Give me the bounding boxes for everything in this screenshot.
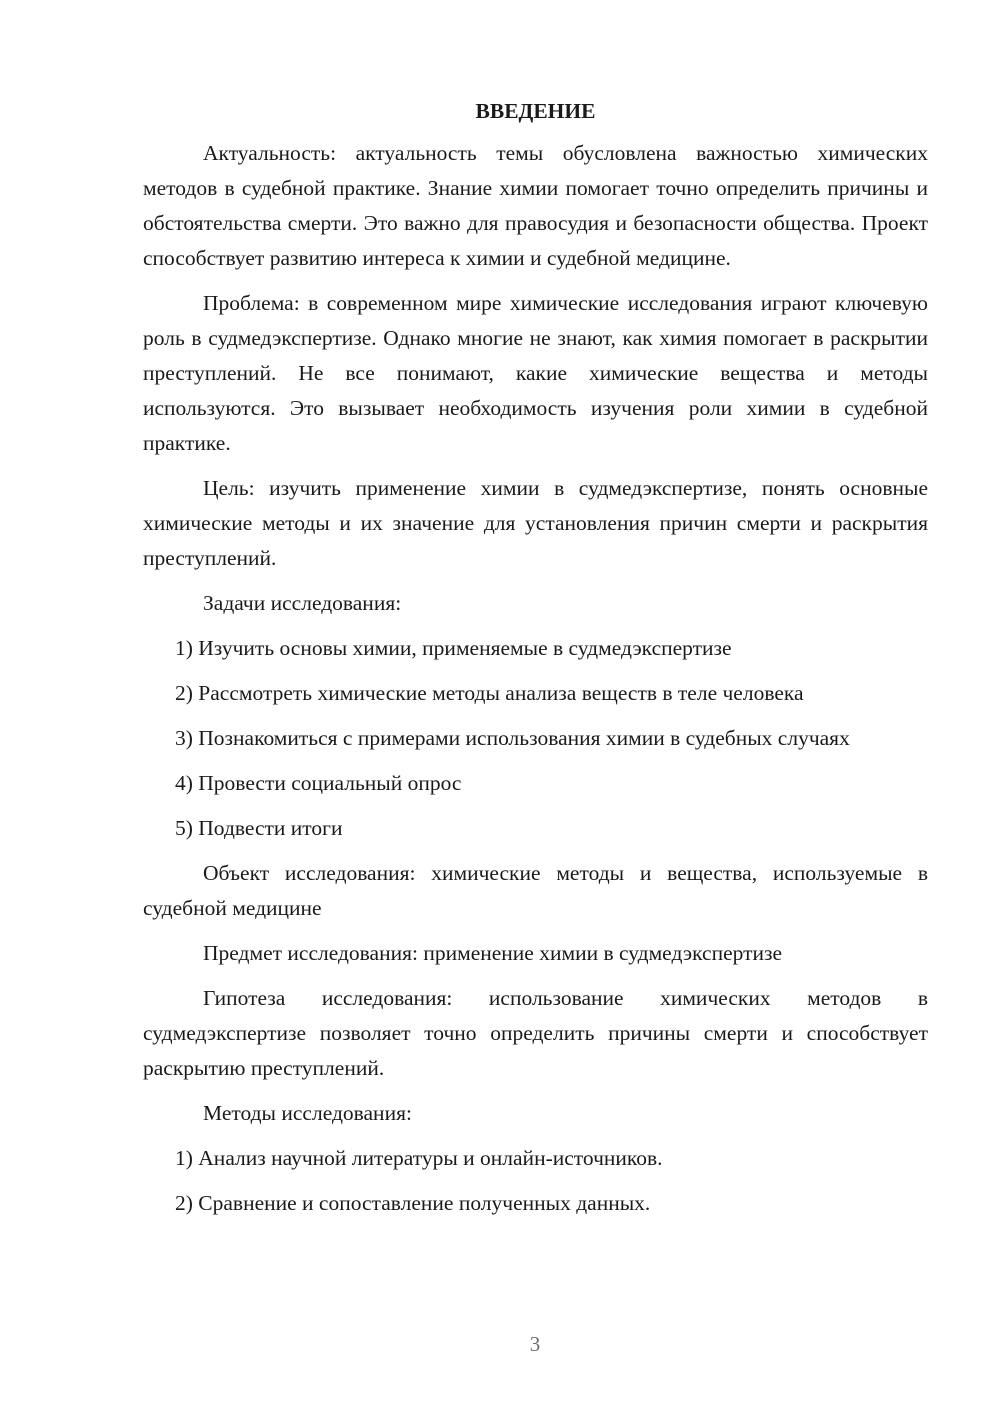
relevance-paragraph: Актуальность: актуальность темы обусловлена важностью химических методов в судебной практике. Знание химии помогает точно определить причины и обстоятельства смерти. Это важно для правосудия и безопасности общества. Проект способствует развитию интереса к химии и судебной медицине. — [143, 141, 928, 270]
section-title: ВВЕДЕНИЕ — [475, 99, 596, 123]
page-number: 3 — [529, 1332, 541, 1356]
tasks-heading: Задачи исследования: — [203, 591, 402, 615]
object-paragraph: Объект исследования: химические методы и вещества, используемые в судебной медицине — [143, 861, 928, 920]
goal-paragraph: Цель: изучить применение химии в судмедэкспертизе, понять основные химические методы и их значение для установления причин смерти и раскрытия преступлений. — [143, 476, 928, 570]
methods-heading: Методы исследования: — [203, 1101, 412, 1125]
method-item: 1) Анализ научной литературы и онлайн-источников. — [175, 1146, 663, 1170]
method-item: 2) Сравнение и сопоставление полученных данных. — [175, 1191, 651, 1215]
hypothesis-paragraph: Гипотеза исследования: использование химических методов в судмедэкспертизе позволяет точно определить причины смерти и способствует раскрытию преступлений. — [143, 986, 928, 1080]
task-item: 3) Познакомиться с примерами использования химии в судебных случаях — [175, 726, 850, 750]
subject-paragraph: Предмет исследования: применение химии в судмедэкспертизе — [203, 941, 783, 965]
problem-paragraph: Проблема: в современном мире химические исследования играют ключевую роль в судмедэкспертизе. Однако многие не знают, как химия помогает в раскрытии преступлений. Не все понимают, какие химические вещества и методы используются. Это вызывает необходимость изучения роли химии в судебной практике. — [143, 291, 928, 455]
page-content — [143, 96, 928, 1231]
task-item: 5) Подвести итоги — [175, 816, 343, 840]
task-item: 1) Изучить основы химии, применяемые в судмедэкспертизе — [175, 636, 732, 660]
task-item: 2) Рассмотреть химические методы анализа веществ в теле человека — [175, 681, 804, 705]
task-item: 4) Провести социальный опрос — [175, 771, 462, 795]
